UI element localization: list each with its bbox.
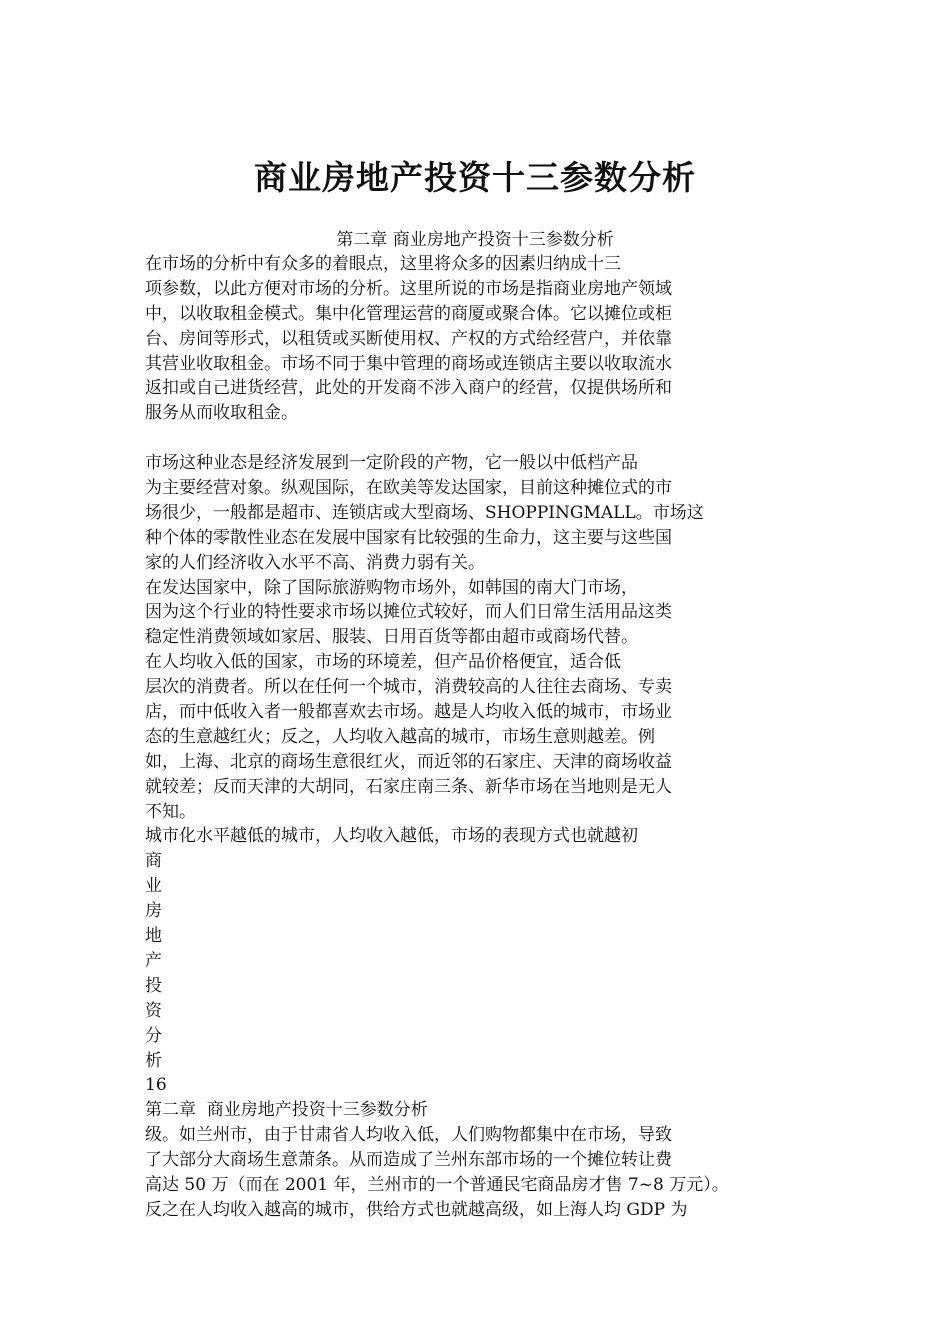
running-title-char: 地 (145, 926, 162, 947)
text-line: 项参数，以此方便对市场的分析。这里所说的市场是指商业房地产领域 (145, 278, 672, 299)
running-title-char: 资 (145, 1000, 162, 1021)
vertical-running-title (145, 849, 785, 1073)
text-line: 反之在人均收入越高的城市，供给方式也就越高级，如上海人均 GDP 为 (145, 1199, 688, 1220)
text-line: 在人均收入低的国家，市场的环境差，但产品价格便宜，适合低 (145, 652, 621, 673)
text-line: 如，上海、北京的商场生意很红火，而近邻的石家庄、天津的商场收益 (145, 751, 672, 772)
text-line: 稳定性消费领域如家居、服装、日用百货等都由超市或商场代替。 (145, 627, 638, 648)
paragraph-2 (145, 451, 785, 575)
text-line: 服务从而收取租金。 (145, 403, 298, 424)
running-title-char: 投 (145, 975, 162, 996)
chapter-heading-repeat: 第二章 商业房地产投资十三参数分析 (145, 1100, 428, 1121)
running-title-char: 房 (145, 901, 162, 922)
text-line: 层次的消费者。所以在任何一个城市，消费较高的人往往去商场、专卖 (145, 677, 672, 698)
text-line: 不知。 (145, 801, 196, 822)
paragraph-1 (145, 252, 785, 426)
running-title-char: 业 (145, 876, 162, 897)
text-line: 种个体的零散性业态在发展中国家有比较强的生命力，这主要与这些国 (145, 527, 672, 548)
running-title-char: 产 (145, 950, 162, 971)
running-title-char: 分 (145, 1025, 162, 1046)
text-line: 家的人们经济收入水平不高、消费力弱有关。 (145, 552, 485, 573)
chapter-heading: 第二章 商业房地产投资十三参数分析 (336, 230, 614, 250)
text-line: 中，以收取租金模式。集中化管理运营的商厦或聚合体。它以摊位或柜 (145, 303, 672, 324)
text-line: 台、房间等形式，以租赁或买断使用权、产权的方式给经营户，并依靠 (145, 328, 672, 349)
text-line: 了大部分大商场生意萧条。从而造成了兰州东部市场的一个摊位转让费 (145, 1150, 672, 1171)
text-line: 高达 50 万（而在 2001 年，兰州市的一个普通民宅商品房才售 7~8 万元）。 (145, 1174, 729, 1195)
text-line: 返扣或自己进货经营，此处的开发商不涉入商户的经营，仅提供场所和 (145, 378, 672, 399)
text-line: 就较差；反而天津的大胡同，石家庄南三条、新华市场在当地则是无人 (145, 776, 672, 797)
document-body (145, 252, 785, 1223)
text-line: 店，而中低收入者一般都喜欢去市场。越是人均收入低的城市，市场业 (145, 702, 672, 723)
text-line: 因为这个行业的特性要求市场以摊位式较好，而人们日常生活用品这类 (145, 602, 672, 623)
running-title-char: 商 (145, 851, 162, 872)
document-title: 商业房地产投资十三参数分析 (254, 158, 696, 197)
paragraph-6 (145, 1123, 785, 1223)
text-line: 城市化水平越低的城市，人均收入越低，市场的表现方式也就越初 (145, 826, 638, 847)
text-line: 级。如兰州市，由于甘肃省人均收入低，人们购物都集中在市场，导致 (145, 1125, 672, 1146)
paragraph-3 (145, 576, 785, 651)
paragraph-spacer (145, 426, 785, 451)
text-line: 为主要经营对象。纵观国际，在欧美等发达国家，目前这种摊位式的市 (145, 478, 672, 499)
text-line: 在市场的分析中有众多的着眼点，这里将众多的因素归纳成十三 (145, 254, 621, 274)
running-title-char: 析 (145, 1050, 162, 1071)
page-number: 16 (145, 1075, 167, 1096)
text-line: 态的生意越红火；反之，人均收入越高的城市，市场生意则越差。例 (145, 726, 655, 747)
text-line: 其营业收取租金。市场不同于集中管理的商场或连锁店主要以收取流水 (145, 353, 672, 374)
text-line: 在发达国家中，除了国际旅游购物市场外，如韩国的南大门市场， (145, 577, 638, 598)
text-line: 场很少，一般都是超市、连锁店或大型商场、SHOPPINGMALL。市场这 (145, 502, 704, 523)
paragraph-4 (145, 650, 785, 824)
paragraph-5 (145, 824, 785, 849)
text-line: 市场这种业态是经济发展到一定阶段的产物，它一般以中低档产品 (145, 453, 638, 474)
